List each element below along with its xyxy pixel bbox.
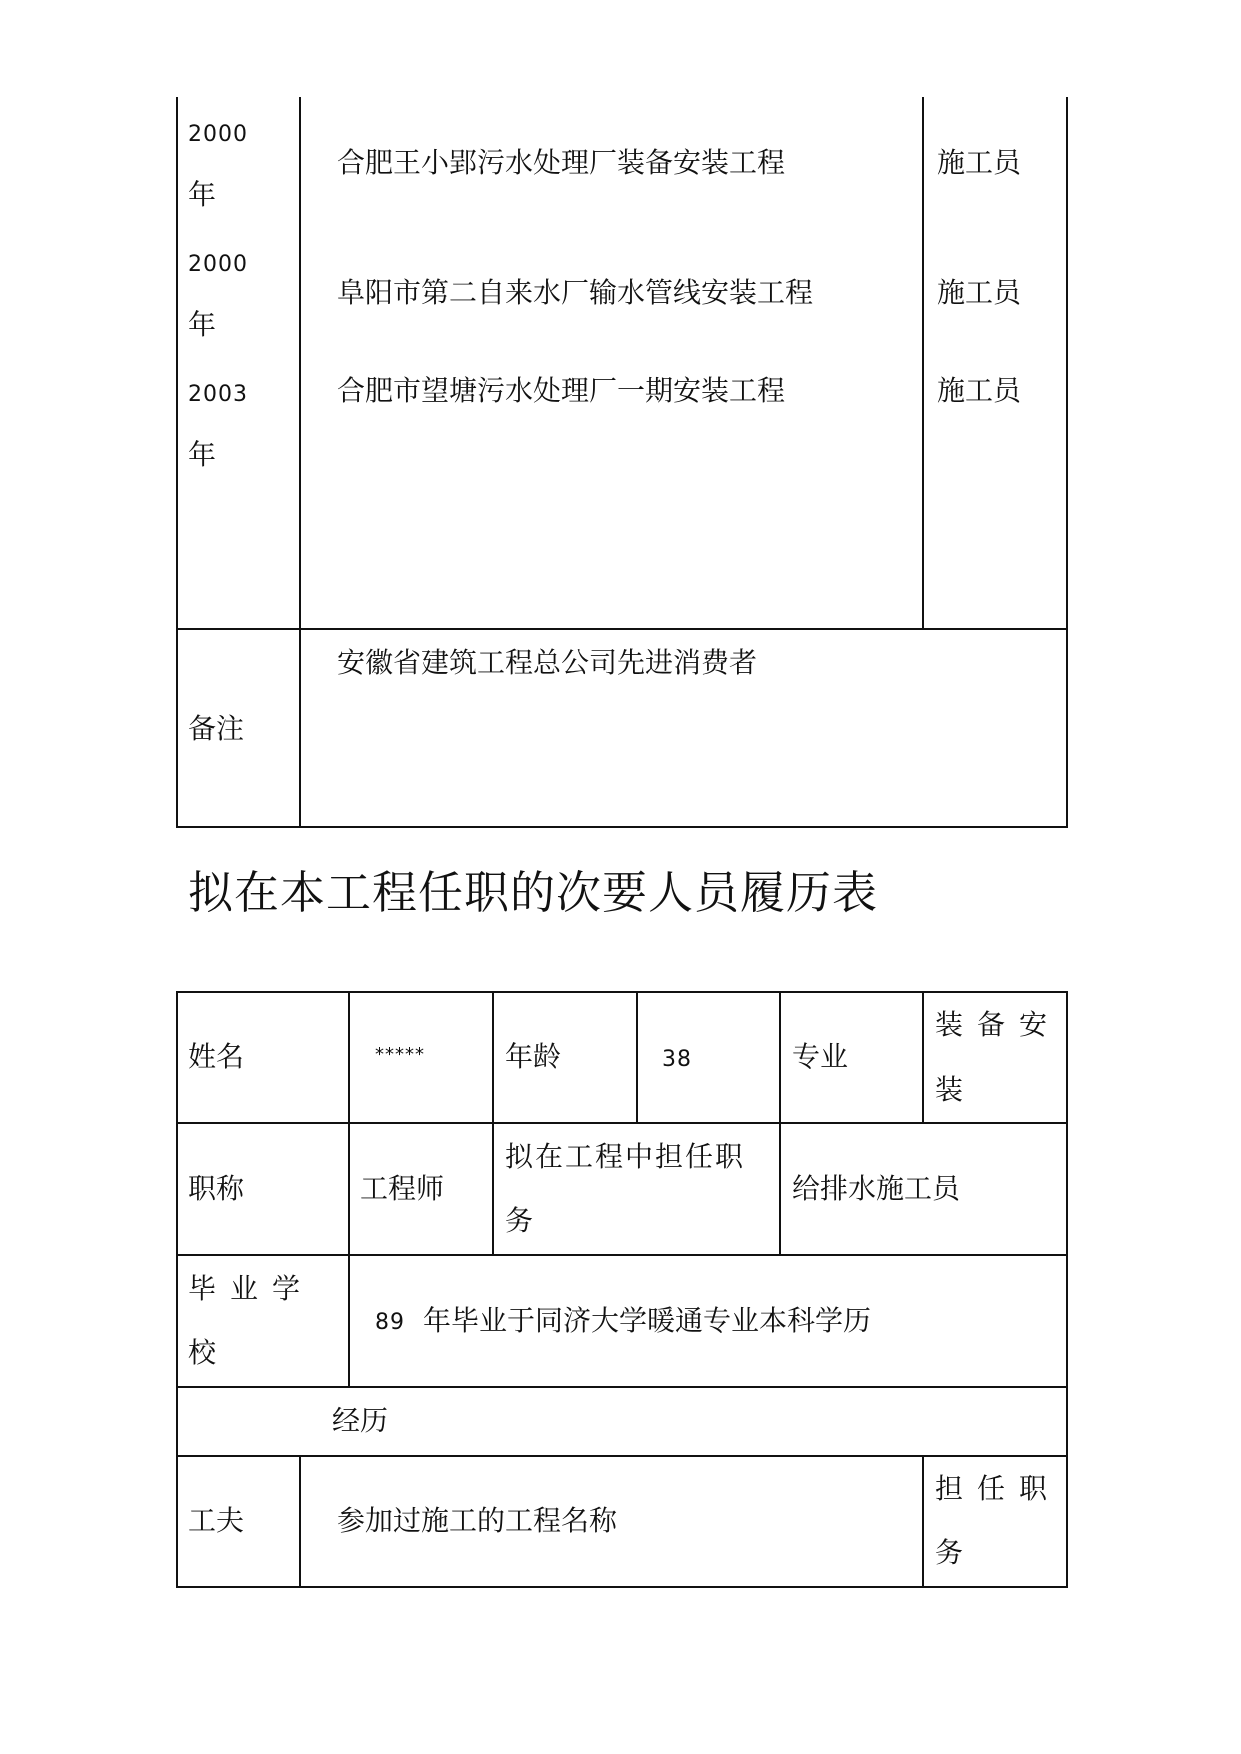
remarks-label: 备注 [188, 712, 245, 745]
age-label: 年龄 [505, 1040, 562, 1073]
row1-divider-e [922, 991, 924, 1123]
row2-divider-b [492, 1122, 494, 1255]
major-label: 专业 [792, 1040, 849, 1073]
top-table-bottom-border [176, 826, 1068, 828]
school-value-text: 年毕业于同济大学暖通专业本科学历 [423, 1304, 872, 1337]
row-1-year-suffix: 年 [188, 178, 217, 211]
title-label: 职称 [188, 1172, 245, 1205]
row-2-role: 施工员 [937, 276, 1022, 309]
row-1-year: 2000 [188, 122, 248, 147]
school-value-year: 89 [375, 1310, 405, 1335]
position-label-line1: 拟在工程中担任职 [505, 1140, 746, 1173]
school-label-line1: 毕业学 [188, 1272, 315, 1305]
major-value-line1: 装备安 [935, 1008, 1062, 1041]
duty-label-line1: 担任职 [935, 1472, 1062, 1505]
name-value: ***** [375, 1044, 425, 1065]
top-table-left-border [176, 97, 178, 827]
row3-divider-a [348, 1254, 350, 1387]
row-2-year-suffix: 年 [188, 308, 217, 341]
remarks-value: 安徽省建筑工程总公司先进消费者 [337, 646, 758, 679]
top-table-col1-border [299, 97, 301, 827]
projects-label: 参加过施工的工程名称 [337, 1504, 618, 1537]
row-3-role: 施工员 [937, 374, 1022, 407]
time-label: 工夫 [188, 1504, 245, 1537]
age-value: 38 [662, 1047, 692, 1072]
title-value: 工程师 [360, 1172, 445, 1205]
top-table-right-border [1066, 97, 1068, 827]
row1-divider-b [492, 991, 494, 1123]
resume-row-divider-2 [176, 1254, 1068, 1256]
position-value: 给排水施工员 [792, 1172, 961, 1205]
row-3-year-suffix: 年 [188, 438, 217, 471]
resume-row-divider-1 [176, 1122, 1068, 1124]
experience-label: 经历 [332, 1404, 389, 1437]
top-table-remarks-divider [176, 628, 1068, 630]
resume-row-divider-3 [176, 1386, 1068, 1388]
row-3-year: 2003 [188, 382, 248, 407]
school-label-line2: 校 [188, 1336, 217, 1369]
name-label: 姓名 [188, 1040, 245, 1073]
position-label-line2: 务 [505, 1204, 534, 1237]
row1-divider-d [779, 991, 781, 1123]
row1-divider-c [636, 991, 638, 1123]
row5-divider-b [922, 1455, 924, 1588]
row5-divider-a [299, 1455, 301, 1588]
page-title: 拟在本工程任职的次要人员履历表 [188, 866, 879, 919]
row-1-project: 合肥王小郢污水处理厂装备安装工程 [337, 146, 786, 179]
row2-divider-a [348, 1122, 350, 1255]
row2-divider-c [779, 1122, 781, 1255]
resume-row-divider-4 [176, 1455, 1068, 1457]
duty-label-line2: 务 [935, 1536, 964, 1569]
row1-divider-a [348, 991, 350, 1123]
row-2-project: 阜阳市第二自来水厂输水管线安装工程 [337, 276, 814, 309]
row-2-year: 2000 [188, 252, 248, 277]
row-1-role: 施工员 [937, 146, 1022, 179]
row-3-project: 合肥市望塘污水处理厂一期安装工程 [337, 374, 786, 407]
major-value-line2: 装 [935, 1073, 964, 1106]
top-table-col2-border [922, 97, 924, 629]
